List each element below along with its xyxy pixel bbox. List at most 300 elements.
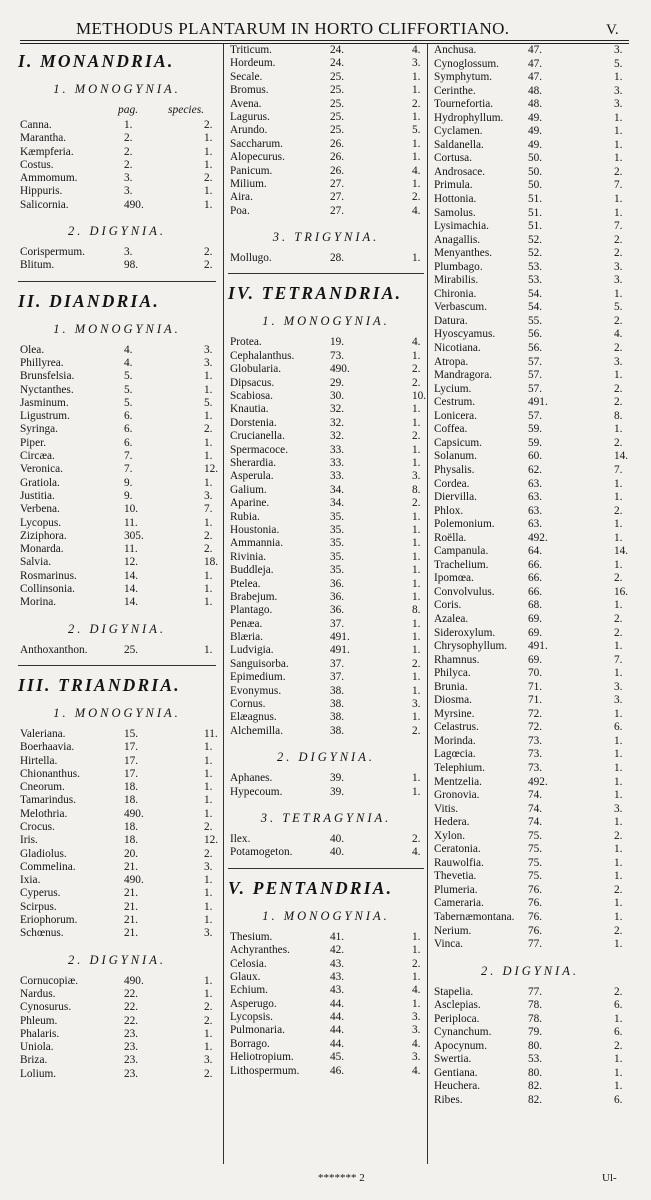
species-count: 3. — [204, 356, 213, 369]
species-count: 1. — [412, 84, 421, 97]
page-ref: 491. — [528, 640, 548, 653]
species-count: 2. — [614, 883, 623, 896]
genus-name: Nicotiana. — [434, 342, 481, 355]
species-count: 2. — [614, 396, 623, 409]
genus-row — [228, 711, 424, 724]
species-count: 1. — [614, 477, 623, 490]
species-count: 2. — [614, 382, 623, 395]
genus-name: Chrysophyllum. — [434, 640, 508, 653]
genus-row — [18, 463, 219, 476]
genus-row — [18, 1068, 216, 1081]
genus-row — [18, 741, 216, 754]
genus-row — [228, 772, 424, 785]
species-count: 1. — [614, 667, 623, 680]
genus-row — [228, 377, 424, 390]
head-rule — [20, 40, 629, 41]
genus-name: Ixia. — [20, 874, 41, 887]
page-ref: 57. — [528, 382, 543, 395]
genus-row — [18, 490, 216, 503]
genus-name: Verbascum. — [434, 301, 488, 314]
class-title: I. MONANDRIA. — [18, 51, 175, 71]
genus-name: Campanula. — [434, 545, 489, 558]
species-count: 1. — [204, 900, 213, 913]
species-count: 1. — [204, 132, 213, 145]
genus-row — [18, 199, 216, 212]
genus-row — [18, 988, 216, 1001]
genus-row — [432, 613, 628, 627]
genus-row — [228, 931, 424, 944]
page-number: V. — [606, 22, 619, 38]
genus-row — [228, 151, 424, 164]
genus-row — [228, 363, 424, 376]
species-count: 1. — [204, 987, 213, 1000]
species-count: 4. — [614, 328, 623, 341]
genus-row — [432, 328, 628, 342]
page-ref: 76. — [528, 897, 543, 910]
species-count: 1. — [614, 938, 623, 951]
page-ref: 66. — [528, 585, 543, 598]
species-count: 2. — [614, 1039, 623, 1052]
genus-row — [18, 450, 216, 463]
page-ref: 25. — [330, 110, 345, 123]
page-ref: 17. — [124, 754, 139, 767]
genus-name: Vinca. — [434, 938, 464, 951]
page-ref: 5. — [124, 396, 133, 409]
species-count: 3. — [412, 57, 421, 70]
page-ref: 492. — [528, 775, 548, 788]
genus-name: Globularia. — [230, 363, 282, 376]
page-ref: 5. — [124, 383, 133, 396]
genus-name: Aira. — [230, 191, 253, 204]
genus-name: Saccharum. — [230, 137, 284, 150]
section — [18, 222, 216, 273]
order-title: 3. TRIGYNIA. — [272, 230, 380, 245]
species-count: 1. — [412, 177, 421, 190]
genus-row — [228, 497, 424, 510]
genus-name: Tabernæmontana. — [434, 911, 515, 923]
genus-row — [228, 998, 424, 1011]
genus-name: Gronovia. — [434, 789, 480, 802]
genus-name: Cephalanthus. — [230, 349, 295, 362]
page-ref: 35. — [330, 550, 345, 563]
genus-row — [18, 901, 216, 914]
genus-name: Hyoscyamus. — [434, 328, 496, 341]
species-count: 3. — [412, 1051, 421, 1064]
genus-row — [18, 887, 216, 900]
genus-name: Mentzelia. — [434, 775, 482, 788]
genus-row — [432, 789, 628, 803]
page-ref: 73. — [330, 349, 345, 362]
genus-row — [432, 1067, 628, 1081]
genus-row — [18, 861, 216, 874]
genus-row — [18, 357, 216, 370]
page-ref: 78. — [528, 1012, 543, 1025]
species-count: 1. — [412, 252, 421, 265]
genus-row — [228, 604, 424, 617]
genus-row — [18, 423, 216, 436]
genus-row — [432, 654, 628, 668]
page-ref: 9. — [124, 476, 133, 489]
species-count: 2. — [204, 847, 213, 860]
column-2 — [228, 44, 427, 1080]
genus-name: Circæa. — [20, 450, 55, 463]
page-ref: 26. — [330, 151, 345, 164]
genus-name: Thesium. — [230, 930, 273, 943]
genus-name: Ludvigia. — [230, 644, 274, 657]
page-ref: 17. — [124, 741, 139, 754]
genus-row — [432, 681, 628, 695]
genus-row — [432, 1040, 628, 1054]
page-ref: 18. — [124, 781, 139, 794]
page-ref: 14. — [124, 583, 139, 596]
species-count: 1. — [614, 369, 623, 382]
section-rule — [228, 273, 424, 274]
page-ref: 23. — [124, 1027, 139, 1040]
order-title: 3. TETRAGYNIA. — [260, 810, 392, 825]
genus-name: Iris. — [20, 834, 38, 847]
genus-name: Tournefortia. — [434, 98, 494, 111]
species-count: 1. — [204, 1027, 213, 1040]
page-ref: 51. — [528, 193, 543, 206]
page-ref: 29. — [330, 376, 345, 389]
genus-row — [432, 1094, 628, 1108]
page-ref: 7. — [124, 450, 133, 463]
genus-name: Triticum. — [230, 44, 272, 56]
genus-name: Cynosurus. — [20, 1001, 72, 1014]
species-count: 1. — [412, 577, 421, 590]
page-ref: 14. — [124, 596, 139, 609]
species-count: 1. — [204, 974, 213, 987]
genus-row — [432, 545, 628, 559]
species-count: 2. — [614, 829, 623, 842]
page-ref: 72. — [528, 707, 543, 720]
section — [228, 44, 424, 218]
species-count: 1. — [412, 617, 421, 630]
genus-name: Crocus. — [20, 820, 55, 833]
genus-name: Nyctanthes. — [20, 383, 74, 396]
species-count: 3. — [614, 98, 623, 111]
genus-name: Telephium. — [434, 761, 485, 774]
genus-name: Rhamnus. — [434, 653, 480, 666]
species-count: 7. — [204, 503, 213, 516]
genus-row — [432, 762, 628, 776]
species-count: 1. — [614, 870, 623, 883]
genus-name: Hirtella. — [20, 754, 58, 767]
class-title: II. DIANDRIA. — [18, 290, 160, 311]
species-count: 14. — [614, 450, 629, 463]
species-count: 6. — [614, 1026, 623, 1039]
page-ref: 490. — [124, 974, 144, 987]
genus-name: Scabiosa. — [230, 390, 273, 403]
species-count: 7. — [614, 463, 623, 476]
species-count: 2. — [412, 376, 421, 389]
page-ref: 32. — [330, 403, 345, 416]
genus-name: Potamogeton. — [230, 846, 293, 859]
genus-row — [228, 524, 424, 537]
genus-row — [432, 667, 628, 681]
genus-name: Veronica. — [20, 463, 63, 476]
genus-row — [18, 644, 216, 657]
species-count: 1. — [204, 145, 213, 158]
species-count: 12. — [204, 463, 219, 476]
genus-name: Cynanchum. — [434, 1026, 492, 1039]
page-ref: 41. — [330, 930, 345, 943]
genus-row — [432, 599, 628, 613]
section — [432, 962, 628, 1108]
page-ref: 22. — [124, 987, 139, 1000]
class-title: III. TRIANDRIA. — [18, 674, 181, 695]
species-count: 1. — [204, 794, 213, 807]
species-count: 1. — [614, 152, 623, 165]
genus-name: Costus. — [20, 158, 54, 171]
genus-row — [228, 984, 424, 997]
section-rule — [228, 868, 424, 869]
genus-row — [18, 583, 216, 596]
species-count: 1. — [412, 70, 421, 83]
genus-name: Diosma. — [434, 694, 472, 707]
genus-name: Tamarindus. — [20, 794, 76, 807]
genus-name: Collinsonia. — [20, 583, 75, 596]
page-ref: 37. — [330, 617, 345, 630]
genus-name: Hottonia. — [434, 193, 477, 206]
species-count: 1. — [204, 436, 213, 449]
species-count: 2. — [614, 342, 623, 355]
genus-name: Ceratonia. — [434, 843, 481, 856]
genus-row — [18, 530, 216, 543]
page-ref: 73. — [528, 734, 543, 747]
genus-row — [432, 125, 628, 139]
page-ref: 56. — [528, 328, 543, 341]
species-count: 1. — [412, 403, 421, 416]
genus-name: Plumeria. — [434, 883, 478, 896]
species-count: 1. — [204, 569, 213, 582]
species-count: 1. — [204, 781, 213, 794]
genus-row — [18, 159, 216, 172]
page-ref: 38. — [330, 724, 345, 737]
page-ref: 48. — [528, 98, 543, 111]
page-ref: 2. — [124, 132, 133, 145]
genus-row — [432, 1080, 628, 1094]
species-count: 2. — [614, 314, 623, 327]
genus-row — [432, 572, 628, 586]
species-count: 1. — [412, 523, 421, 536]
page-ref: 80. — [528, 1066, 543, 1079]
genus-name: Echium. — [230, 984, 268, 997]
page-ref: 35. — [330, 510, 345, 523]
page-ref: 21. — [124, 914, 139, 927]
column-divider — [427, 44, 428, 1164]
species-count: 1. — [412, 510, 421, 523]
species-count: 1. — [614, 1053, 623, 1066]
species-count: 1. — [412, 970, 421, 983]
genus-row — [432, 640, 628, 654]
species-count: 1. — [614, 1012, 623, 1025]
genus-name: Heliotropium. — [230, 1051, 294, 1064]
genus-row — [432, 288, 628, 302]
genus-name: Corispermum. — [20, 246, 85, 259]
species-count: 3. — [204, 927, 213, 940]
page-ref: 45. — [330, 1051, 345, 1064]
page-ref: 98. — [124, 259, 139, 272]
page-ref: 26. — [330, 137, 345, 150]
genus-row — [228, 537, 424, 550]
genus-name: Scirpus. — [20, 900, 57, 913]
genus-row — [432, 396, 628, 410]
genus-row — [432, 721, 628, 735]
species-count: 6. — [614, 999, 623, 1012]
page-ref: 43. — [330, 970, 345, 983]
genus-row — [432, 627, 628, 641]
page-ref: 72. — [528, 721, 543, 734]
page-ref: 82. — [528, 1094, 543, 1107]
species-count: 1. — [614, 897, 623, 910]
page-ref: 35. — [330, 537, 345, 550]
genus-name: Solanum. — [434, 450, 477, 463]
species-count: 1. — [204, 583, 213, 596]
species-count: 3. — [412, 1011, 421, 1024]
species-count: 8. — [412, 604, 421, 617]
genus-name: Boerhaavia. — [20, 741, 75, 754]
genus-row — [228, 725, 424, 738]
page-ref: 53. — [528, 274, 543, 287]
species-count: 1. — [614, 761, 623, 774]
page-ref: 80. — [528, 1039, 543, 1052]
page-ref: 53. — [528, 1053, 543, 1066]
genus-row — [432, 410, 628, 424]
species-count: 2. — [204, 259, 213, 272]
species-count: 1. — [412, 137, 421, 150]
genus-name: Phillyrea. — [20, 356, 64, 369]
page-ref: 491. — [528, 396, 548, 409]
genus-row — [18, 1015, 216, 1028]
order-title: 2. DIGYNIA. — [481, 963, 579, 978]
species-count: 4. — [412, 1064, 421, 1077]
genus-row — [432, 884, 628, 898]
genus-row — [18, 794, 216, 807]
species-count: 6. — [614, 721, 623, 734]
genus-name: Secale. — [230, 70, 263, 83]
genus-name: Mandragora. — [434, 369, 493, 382]
running-head — [0, 0, 651, 40]
page-ref: 50. — [528, 179, 543, 192]
species-count: 1. — [412, 711, 421, 724]
page-ref: 59. — [528, 423, 543, 436]
genus-row — [18, 874, 216, 887]
section — [18, 674, 219, 941]
genus-row — [432, 1053, 628, 1067]
genus-name: Phleum. — [20, 1014, 58, 1027]
section — [228, 282, 427, 738]
page-ref: 52. — [528, 233, 543, 246]
order-title: 1. MONOGYNIA. — [53, 321, 181, 336]
genus-row — [18, 768, 216, 781]
genus-row — [18, 477, 216, 490]
genus-name: Celosia. — [230, 957, 267, 970]
species-count: 1. — [412, 349, 421, 362]
genus-name: Ptelea. — [230, 577, 261, 590]
page-ref: 53. — [528, 260, 543, 273]
genus-row — [18, 834, 219, 847]
class-title: V. PENTANDRIA. — [228, 877, 394, 898]
species-count: 1. — [614, 423, 623, 436]
genus-name: Cyclamen. — [434, 125, 483, 138]
genus-row — [228, 591, 424, 604]
genus-row — [18, 821, 216, 834]
genus-row — [432, 586, 628, 600]
page-ref: 37. — [330, 657, 345, 670]
genus-row — [228, 165, 424, 178]
genus-row — [432, 450, 628, 464]
genus-row — [228, 444, 424, 457]
genus-name: Trachelium. — [434, 558, 489, 571]
page-ref: 6. — [124, 423, 133, 436]
genus-name: Salvia. — [20, 556, 52, 569]
genus-name: Heuchera. — [434, 1080, 481, 1093]
genus-row — [228, 44, 424, 57]
species-count: 1. — [614, 748, 623, 761]
page-ref: 52. — [528, 247, 543, 260]
page-ref: 74. — [528, 802, 543, 815]
genus-name: Myrsine. — [434, 707, 475, 720]
species-count: 2. — [614, 572, 623, 585]
page-ref: 32. — [330, 430, 345, 443]
genus-row — [228, 671, 424, 684]
genus-name: Nardus. — [20, 987, 56, 1000]
page-ref: 25. — [330, 84, 345, 97]
species-count: 1. — [614, 138, 623, 151]
species-count: 3. — [412, 1024, 421, 1037]
genus-row — [228, 1024, 424, 1037]
genus-name: Diervilla. — [434, 491, 477, 504]
genus-row — [432, 383, 628, 397]
page-ref: 7. — [124, 463, 133, 476]
page-ref: 73. — [528, 748, 543, 761]
page-ref: 32. — [330, 416, 345, 429]
genus-name: Knautia. — [230, 403, 269, 416]
species-count: 1. — [204, 754, 213, 767]
species-count: 18. — [204, 556, 219, 569]
page-ref: 56. — [528, 342, 543, 355]
page-ref: 18. — [124, 794, 139, 807]
genus-name: Valeriana. — [20, 727, 66, 740]
genus-name: Ilex. — [230, 832, 251, 845]
genus-row — [432, 234, 628, 248]
page-ref: 492. — [528, 531, 548, 544]
genus-row — [432, 708, 628, 722]
genus-name: Briza. — [20, 1054, 48, 1067]
species-count: 1. — [204, 596, 213, 609]
genus-row — [18, 781, 216, 794]
genus-row — [18, 172, 216, 185]
page-ref: 34. — [330, 497, 345, 510]
genus-name: Ziziphora. — [20, 529, 67, 542]
page-ref: 9. — [124, 489, 133, 502]
species-count: 2. — [204, 543, 213, 556]
page-ref: 62. — [528, 463, 543, 476]
genus-name: Sideroxylum. — [434, 626, 496, 639]
genus-row — [228, 685, 424, 698]
species-count: 1. — [614, 193, 623, 206]
species-count: 3. — [412, 470, 421, 483]
genus-name: Mirabilis. — [434, 274, 479, 287]
page-ref: 36. — [330, 577, 345, 590]
genus-name: Buddleja. — [230, 564, 274, 577]
genus-row — [228, 111, 424, 124]
genus-name: Polemonium. — [434, 518, 495, 531]
page-ref: 25. — [330, 70, 345, 83]
species-count: 6. — [614, 1094, 623, 1107]
genus-name: Galium. — [230, 483, 267, 496]
